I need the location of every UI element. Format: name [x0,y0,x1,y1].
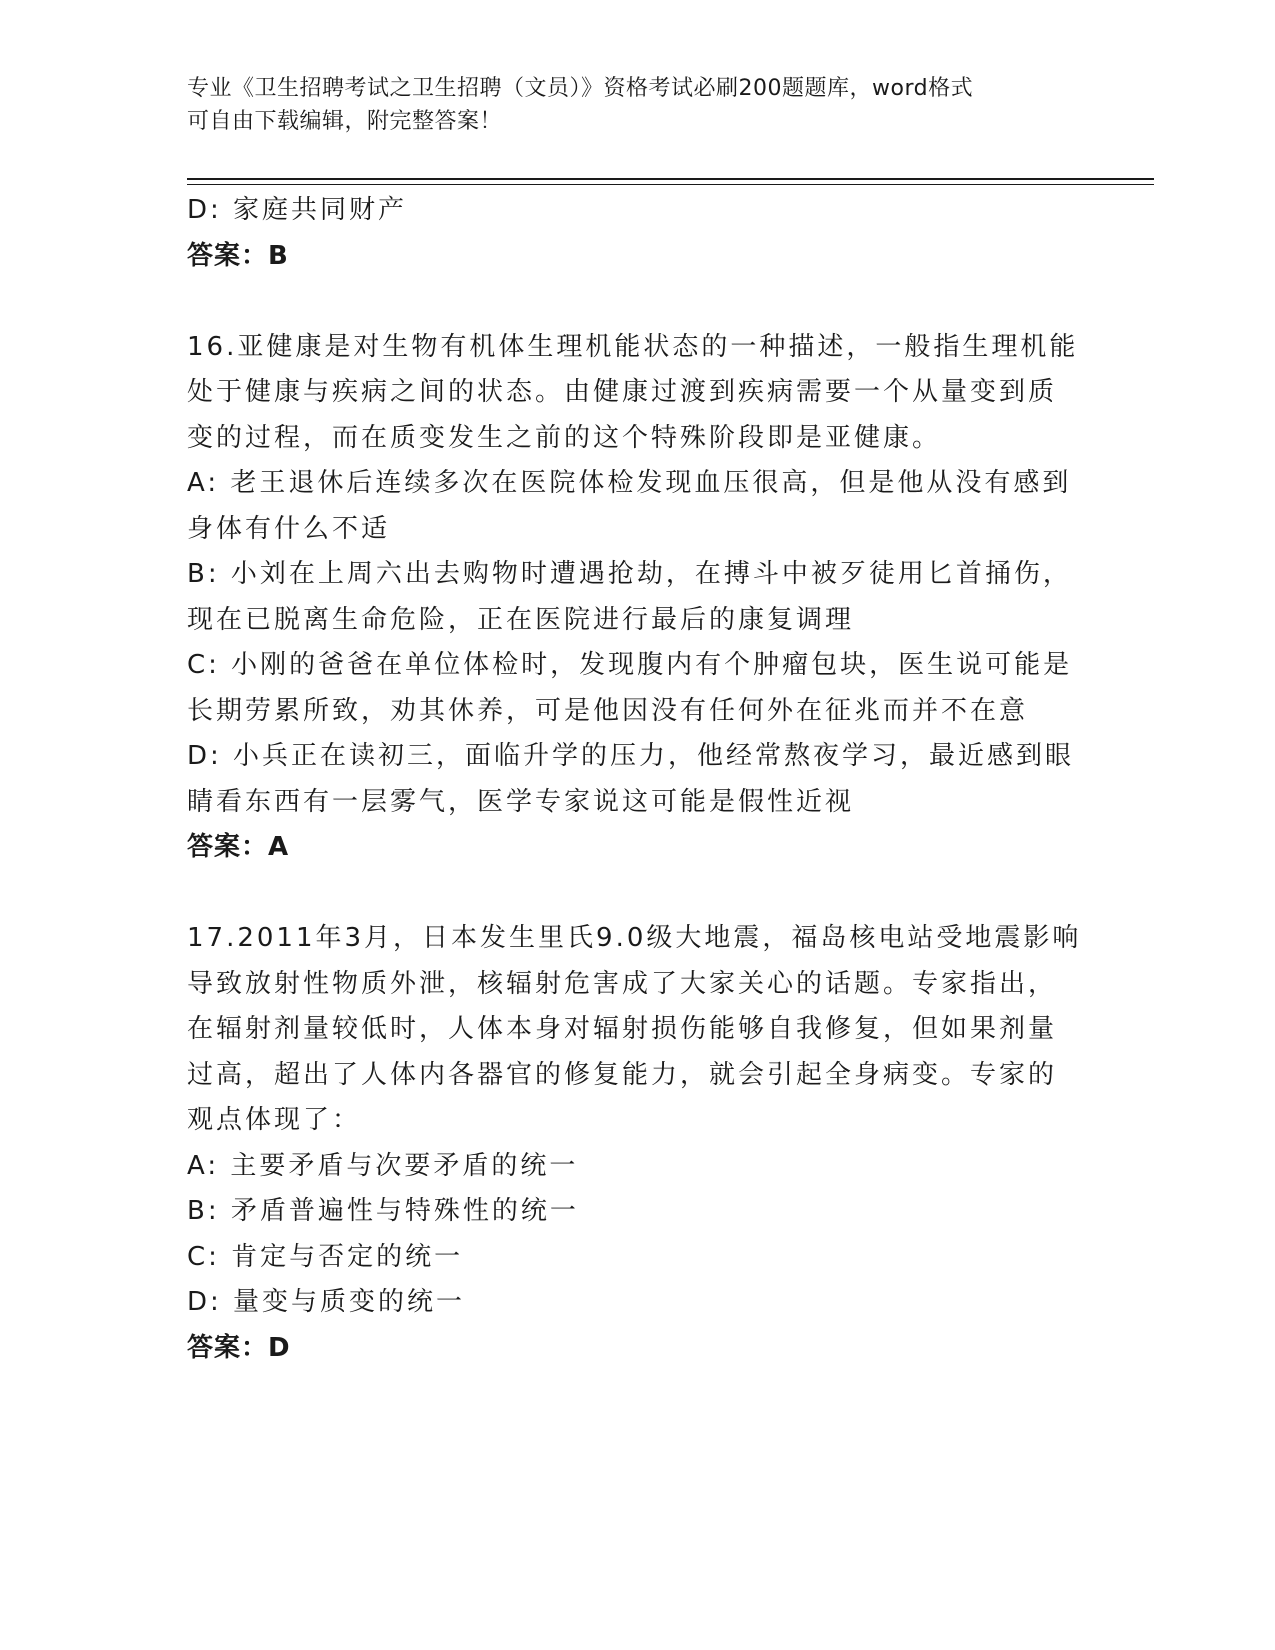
q17-answer: 答案：D [187,1332,291,1363]
q17-stem-line: 17.2011年3月，日本发生里氏9.0级大地震，福岛核电站受地震影响 [187,923,1082,953]
page-header [187,72,1087,138]
q16-option-a: A: 老王退休后连续多次在医院体检发现血压很高，但是他从没有感到 [187,468,1072,498]
q16-stem-line: 变的过程，而在质变发生之前的这个特殊阶段即是亚健康。 [187,422,942,453]
header-line-1: 专业《卫生招聘考试之卫生招聘（文员）》资格考试必刷200题题库，word格式 [187,76,974,101]
question-15-tail [187,188,1087,279]
header-line-2: 可自由下载编辑，附完整答案！ [187,109,503,134]
question-17 [187,916,1087,1371]
q17-stem-line: 过高，超出了人体内各器官的修复能力，就会引起全身病变。专家的 [187,1059,1058,1090]
q17-stem-line: 在辐射剂量较低时，人体本身对辐射损伤能够自我修复，但如果剂量 [187,1014,1058,1044]
q17-option-d: D: 量变与质变的统一 [187,1287,466,1317]
q17-option-b: B: 矛盾普遍性与特殊性的统一 [187,1196,579,1226]
q16-stem-line: 处于健康与疾病之间的状态。由健康过渡到疾病需要一个从量变到质 [187,377,1058,407]
question-16 [187,325,1087,871]
q16-option-c: C: 小刚的爸爸在单位体检时，发现腹内有个肿瘤包块，医生说可能是 [187,650,1073,680]
question-content [187,188,1087,1371]
q16-option-d: D: 小兵正在读初三，面临升学的压力，他经常熬夜学习，最近感到眼 [187,741,1075,771]
header-rule-thick [187,178,1154,180]
spacer [187,871,1087,917]
q17-stem-line: 观点体现了： [187,1105,362,1135]
q16-answer: 答案：A [187,832,290,862]
q15-option-d: D: 家庭共同财产 [187,195,408,225]
q16-option-c-cont: 长期劳累所致，劝其休养，可是他因没有任何外在征兆而并不在意 [187,695,1029,726]
q16-option-b: B: 小刘在上周六出去购物时遭遇抢劫，在搏斗中被歹徒用匕首捅伤， [187,559,1072,589]
spacer [187,279,1087,325]
q17-option-c: C: 肯定与否定的统一 [187,1241,464,1272]
q16-option-a-cont: 身体有什么不适 [187,513,391,544]
header-rule-thin [187,184,1154,185]
q16-option-b-cont: 现在已脱离生命危险，正在医院进行最后的康复调理 [187,604,855,635]
q15-answer: 答案：B [187,240,289,271]
q16-stem-line: 16.亚健康是对生物有机体生理机能状态的一种描述，一般指生理机能 [187,331,1079,362]
q17-stem-line: 导致放射性物质外泄，核辐射危害成了大家关心的话题。专家指出， [187,968,1058,999]
q17-option-a: A: 主要矛盾与次要矛盾的统一 [187,1150,579,1181]
q16-option-d-cont: 睛看东西有一层雾气，医学专家说这可能是假性近视 [187,786,855,817]
